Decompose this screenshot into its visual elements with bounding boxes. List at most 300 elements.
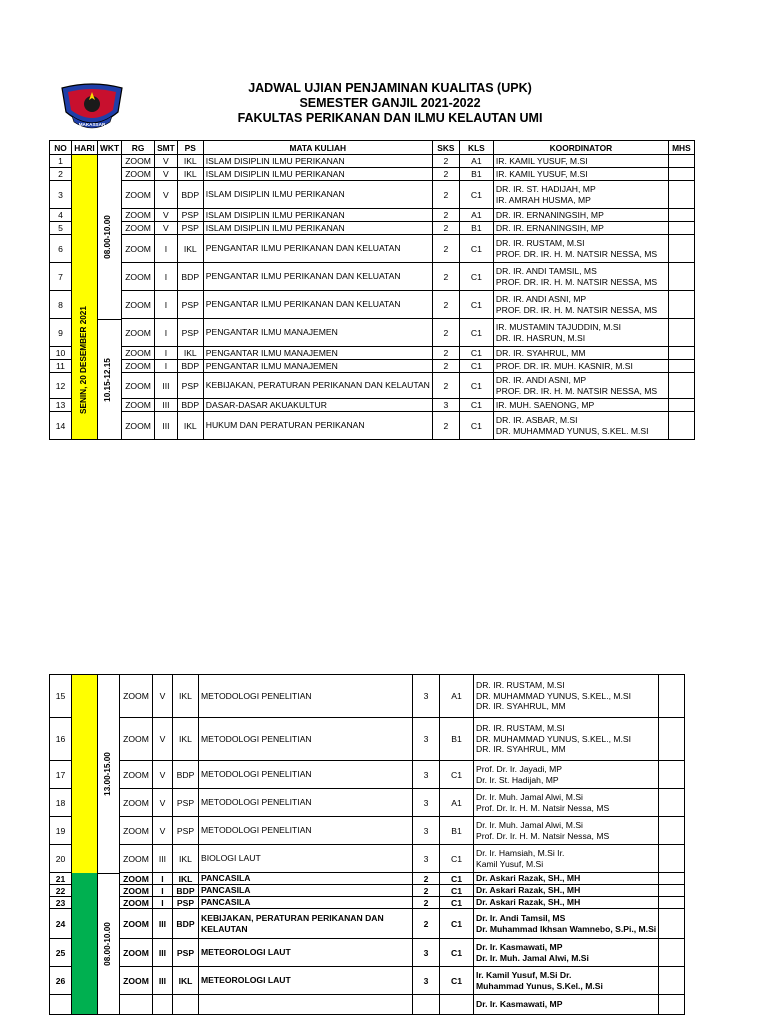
program: PSP: [173, 897, 199, 909]
row-number: 25: [50, 939, 72, 967]
class: A1: [440, 789, 474, 817]
credits: 2: [432, 347, 459, 360]
coordinator: DR. IR. RUSTAM, M.SI DR. MUHAMMAD YUNUS, S.KEL., M.SI DR. IR. SYAHRUL, MM: [474, 675, 659, 718]
coordinator: IR. MUH. SAENONG, MP: [493, 399, 668, 412]
room: ZOOM: [120, 939, 153, 967]
coordinator: IR. MUSTAMIN TAJUDDIN, M.SI DR. IR. HASRUN, M.SI: [493, 319, 668, 347]
program: BDP: [173, 761, 199, 789]
program: PSP: [173, 789, 199, 817]
table-row: [50, 168, 695, 181]
table-row: [50, 789, 685, 817]
semester: V: [153, 718, 173, 761]
table-row: [50, 399, 695, 412]
semester: I: [155, 291, 178, 319]
student-count: [668, 373, 694, 399]
semester: V: [155, 168, 178, 181]
table-row: [50, 181, 695, 209]
program: IKL: [173, 718, 199, 761]
table-row: [50, 845, 685, 873]
semester: [153, 995, 173, 1015]
semester: V: [155, 222, 178, 235]
col-header-hari: HARI: [72, 141, 98, 155]
course-name: KEBIJAKAN, PERATURAN PERIKANAN DAN KELAUTAN: [203, 373, 432, 399]
room: ZOOM: [120, 675, 153, 718]
credits: 2: [432, 235, 459, 263]
col-header-mhs: MHS: [668, 141, 694, 155]
student-count: [659, 909, 685, 939]
semester: I: [153, 873, 173, 885]
student-count: [668, 168, 694, 181]
time-divider: [98, 319, 121, 320]
room: ZOOM: [122, 399, 155, 412]
room: ZOOM: [120, 885, 153, 897]
program: IKL: [177, 347, 203, 360]
program: BDP: [173, 885, 199, 897]
course-name: PENGANTAR ILMU MANAJEMEN: [203, 360, 432, 373]
room: ZOOM: [122, 168, 155, 181]
room: ZOOM: [120, 761, 153, 789]
course-name: DASAR-DASAR AKUAKULTUR: [203, 399, 432, 412]
coordinator: DR. IR. RUSTAM, M.SI PROF. DR. IR. H. M. NATSIR NESSA, MS: [493, 235, 668, 263]
semester: III: [155, 412, 178, 440]
row-number: 14: [50, 412, 72, 440]
class: C1: [440, 939, 474, 967]
course-name: PANCASILA: [199, 897, 413, 909]
credits: 3: [413, 845, 440, 873]
coordinator: DR. IR. ANDI ASNI, MP PROF. DR. IR. H. M. NATSIR NESSA, MS: [493, 291, 668, 319]
class: C1: [459, 373, 493, 399]
course-name: ISLAM DISIPLIN ILMU PERIKANAN: [203, 168, 432, 181]
day-bar-yellow: [72, 675, 97, 873]
semester: V: [153, 675, 173, 718]
semester: III: [153, 845, 173, 873]
coordinator: Dr. Ir. Kasmawati, MP: [474, 995, 659, 1015]
program: IKL: [173, 845, 199, 873]
course-name: METEOROLOGI LAUT: [199, 939, 413, 967]
logo-text: MAKASSAR: [78, 122, 106, 127]
semester: I: [155, 263, 178, 291]
table-row: [50, 291, 695, 319]
course-name: PENGANTAR ILMU MANAJEMEN: [203, 319, 432, 347]
student-count: [668, 222, 694, 235]
coordinator: IR. KAMIL YUSUF, M.SI: [493, 155, 668, 168]
program: IKL: [177, 412, 203, 440]
day-cell: [72, 675, 98, 1015]
course-name: PANCASILA: [199, 873, 413, 885]
row-number: 2: [50, 168, 72, 181]
credits: 2: [413, 885, 440, 897]
room: ZOOM: [120, 817, 153, 845]
coordinator: DR. IR. ST. HADIJAH, MP IR. AMRAH HUSMA, MP: [493, 181, 668, 209]
program: IKL: [173, 873, 199, 885]
semester: V: [155, 209, 178, 222]
credits: 3: [413, 789, 440, 817]
class: C1: [459, 412, 493, 440]
credits: 2: [432, 373, 459, 399]
room: ZOOM: [122, 222, 155, 235]
course-name: METODOLOGI PENELITIAN: [199, 718, 413, 761]
room: ZOOM: [120, 897, 153, 909]
coordinator: Dr. Askari Razak, SH., MH: [474, 885, 659, 897]
row-number: 18: [50, 789, 72, 817]
student-count: [659, 995, 685, 1015]
col-header-rg: RG: [122, 141, 155, 155]
class: C1: [459, 235, 493, 263]
course-name: HUKUM DAN PERATURAN PERIKANAN: [203, 412, 432, 440]
credits: 3: [432, 399, 459, 412]
semester: I: [153, 897, 173, 909]
program: IKL: [177, 235, 203, 263]
table-row: [50, 373, 695, 399]
credits: 2: [432, 291, 459, 319]
table-row: [50, 939, 685, 967]
time-label: 08.00-10.00: [103, 922, 112, 966]
doc-title-line-3: FAKULTAS PERIKANAN DAN ILMU KELAUTAN UMI: [237, 111, 543, 125]
program: PSP: [177, 291, 203, 319]
room: ZOOM: [122, 412, 155, 440]
row-number: 22: [50, 885, 72, 897]
course-name: ISLAM DISIPLIN ILMU PERIKANAN: [203, 181, 432, 209]
class: C1: [459, 399, 493, 412]
program: BDP: [173, 909, 199, 939]
program: BDP: [177, 399, 203, 412]
program: IKL: [177, 168, 203, 181]
program: PSP: [173, 817, 199, 845]
semester: III: [155, 399, 178, 412]
row-number: 1: [50, 155, 72, 168]
table-row: [50, 155, 695, 168]
col-header-kls: KLS: [459, 141, 493, 155]
coordinator: IR. KAMIL YUSUF, M.SI: [493, 168, 668, 181]
course-name: METODOLOGI PENELITIAN: [199, 817, 413, 845]
program: PSP: [177, 319, 203, 347]
row-number: 7: [50, 263, 72, 291]
semester: I: [155, 235, 178, 263]
col-header-ps: PS: [177, 141, 203, 155]
student-count: [668, 347, 694, 360]
credits: 2: [432, 319, 459, 347]
credits: 2: [432, 412, 459, 440]
table-row: [50, 817, 685, 845]
student-count: [659, 675, 685, 718]
coordinator: Dr. Ir. Andi Tamsil, MS Dr. Muhammad Ikhsan Wamnebo, S.Pi., M.Si: [474, 909, 659, 939]
room: ZOOM: [120, 789, 153, 817]
course-name: [199, 995, 413, 1015]
col-header-smt: SMT: [155, 141, 178, 155]
schedule-table-2: [49, 674, 685, 1015]
semester: I: [153, 885, 173, 897]
room: [120, 995, 153, 1015]
student-count: [668, 209, 694, 222]
student-count: [659, 845, 685, 873]
row-number: [50, 995, 72, 1015]
student-count: [659, 885, 685, 897]
row-number: 13: [50, 399, 72, 412]
credits: 2: [432, 209, 459, 222]
room: ZOOM: [120, 873, 153, 885]
table-row: [50, 885, 685, 897]
class: B1: [440, 817, 474, 845]
room: ZOOM: [122, 181, 155, 209]
coordinator: Dr. Askari Razak, SH., MH: [474, 897, 659, 909]
table-row: [50, 897, 685, 909]
row-number: 11: [50, 360, 72, 373]
coordinator: DR. IR. ANDI TAMSIL, MS PROF. DR. IR. H. M. NATSIR NESSA, MS: [493, 263, 668, 291]
class: A1: [440, 675, 474, 718]
student-count: [659, 789, 685, 817]
umi-logo: [60, 82, 124, 132]
row-number: 26: [50, 967, 72, 995]
student-count: [668, 263, 694, 291]
table-row: [50, 263, 695, 291]
student-count: [668, 181, 694, 209]
table-row: [50, 319, 695, 347]
student-count: [668, 235, 694, 263]
class: B1: [440, 718, 474, 761]
program: BDP: [177, 263, 203, 291]
coordinator: Dr. Ir. Kasmawati, MP Dr. Ir. Muh. Jamal Alwi, M.Si: [474, 939, 659, 967]
semester: I: [155, 360, 178, 373]
row-number: 17: [50, 761, 72, 789]
student-count: [668, 399, 694, 412]
row-number: 20: [50, 845, 72, 873]
student-count: [668, 291, 694, 319]
class: B1: [459, 222, 493, 235]
row-number: 5: [50, 222, 72, 235]
semester: V: [153, 761, 173, 789]
course-name: METODOLOGI PENELITIAN: [199, 675, 413, 718]
row-number: 12: [50, 373, 72, 399]
course-name: BIOLOGI LAUT: [199, 845, 413, 873]
table-row: [50, 873, 685, 885]
room: ZOOM: [120, 967, 153, 995]
row-number: 6: [50, 235, 72, 263]
student-count: [659, 967, 685, 995]
table-row: [50, 235, 695, 263]
row-number: 3: [50, 181, 72, 209]
room: ZOOM: [120, 845, 153, 873]
student-count: [659, 817, 685, 845]
class: C1: [459, 319, 493, 347]
class: C1: [440, 967, 474, 995]
semester: III: [153, 909, 173, 939]
doc-title-line-1: JADWAL UJIAN PENJAMINAN KUALITAS (UPK): [248, 81, 532, 95]
semester: V: [153, 789, 173, 817]
program: IKL: [173, 675, 199, 718]
col-header-sks: SKS: [432, 141, 459, 155]
room: ZOOM: [120, 909, 153, 939]
semester: V: [153, 817, 173, 845]
credits: 3: [413, 939, 440, 967]
credits: 3: [413, 967, 440, 995]
course-name: PENGANTAR ILMU PERIKANAN DAN KELUATAN: [203, 235, 432, 263]
room: ZOOM: [122, 347, 155, 360]
course-name: METODOLOGI PENELITIAN: [199, 789, 413, 817]
semester: V: [155, 155, 178, 168]
student-count: [659, 718, 685, 761]
semester: V: [155, 181, 178, 209]
room: ZOOM: [120, 718, 153, 761]
table-row: [50, 347, 695, 360]
credits: [413, 995, 440, 1015]
coordinator: DR. IR. ERNANINGSIH, MP: [493, 222, 668, 235]
credits: 2: [432, 360, 459, 373]
row-number: 4: [50, 209, 72, 222]
room: ZOOM: [122, 373, 155, 399]
room: ZOOM: [122, 263, 155, 291]
course-name: METODOLOGI PENELITIAN: [199, 761, 413, 789]
schedule-table-1: [49, 140, 695, 440]
room: ZOOM: [122, 235, 155, 263]
table-row: [50, 761, 685, 789]
program: BDP: [177, 181, 203, 209]
class: C1: [440, 897, 474, 909]
row-number: 16: [50, 718, 72, 761]
time-cell: [98, 155, 122, 440]
table-row: [50, 209, 695, 222]
room: ZOOM: [122, 319, 155, 347]
table-row: [50, 412, 695, 440]
coordinator: Dr. Askari Razak, SH., MH: [474, 873, 659, 885]
table-row: [50, 675, 685, 718]
student-count: [659, 873, 685, 885]
class: C1: [459, 360, 493, 373]
coordinator: Prof. Dr. Ir. Jayadi, MP Dr. Ir. St. Hadijah, MP: [474, 761, 659, 789]
coordinator: DR. IR. RUSTAM, M.SI DR. MUHAMMAD YUNUS, S.KEL., M.SI DR. IR. SYAHRUL, MM: [474, 718, 659, 761]
program: PSP: [177, 373, 203, 399]
row-number: 15: [50, 675, 72, 718]
table-row: [50, 222, 695, 235]
credits: 3: [413, 675, 440, 718]
credits: 2: [432, 263, 459, 291]
time-label: 08.00-10.00: [103, 215, 112, 259]
credits: 3: [413, 718, 440, 761]
class: A1: [459, 155, 493, 168]
semester: I: [155, 319, 178, 347]
class: C1: [440, 761, 474, 789]
program: PSP: [177, 222, 203, 235]
row-number: 23: [50, 897, 72, 909]
col-header-no: NO: [50, 141, 72, 155]
class: C1: [459, 181, 493, 209]
row-number: 24: [50, 909, 72, 939]
coordinator: DR. IR. ANDI ASNI, MP PROF. DR. IR. H. M. NATSIR NESSA, MS: [493, 373, 668, 399]
coordinator: DR. IR. ASBAR, M.SI DR. MUHAMMAD YUNUS, S.KEL. M.SI: [493, 412, 668, 440]
student-count: [668, 155, 694, 168]
table-row: [50, 909, 685, 939]
class: C1: [440, 885, 474, 897]
student-count: [668, 319, 694, 347]
class: C1: [459, 347, 493, 360]
student-count: [668, 412, 694, 440]
table-row: [50, 995, 685, 1015]
student-count: [668, 360, 694, 373]
credits: 2: [413, 897, 440, 909]
student-count: [659, 939, 685, 967]
row-number: 8: [50, 291, 72, 319]
course-name: PENGANTAR ILMU PERIKANAN DAN KELUATAN: [203, 263, 432, 291]
class: B1: [459, 168, 493, 181]
course-name: ISLAM DISIPLIN ILMU PERIKANAN: [203, 222, 432, 235]
student-count: [659, 897, 685, 909]
semester: III: [153, 967, 173, 995]
credits: 2: [413, 873, 440, 885]
row-number: 9: [50, 319, 72, 347]
class: C1: [459, 263, 493, 291]
table-row: [50, 967, 685, 995]
table-row: [50, 360, 695, 373]
course-name: ISLAM DISIPLIN ILMU PERIKANAN: [203, 155, 432, 168]
room: ZOOM: [122, 209, 155, 222]
day-bar-green: [72, 873, 97, 1015]
course-name: PANCASILA: [199, 885, 413, 897]
semester: III: [155, 373, 178, 399]
course-name: PENGANTAR ILMU PERIKANAN DAN KELUATAN: [203, 291, 432, 319]
day-label: SENIN, 20 DESEMBER 2021: [79, 306, 88, 414]
program: IKL: [173, 967, 199, 995]
class: [440, 995, 474, 1015]
room: ZOOM: [122, 155, 155, 168]
coordinator: DR. IR. ERNANINGSIH, MP: [493, 209, 668, 222]
day-cell: [72, 155, 98, 440]
class: A1: [459, 209, 493, 222]
row-number: 21: [50, 873, 72, 885]
class: C1: [459, 291, 493, 319]
doc-title-line-2: SEMESTER GANJIL 2021-2022: [299, 96, 481, 110]
room: ZOOM: [122, 291, 155, 319]
program: [173, 995, 199, 1015]
course-name: PENGANTAR ILMU MANAJEMEN: [203, 347, 432, 360]
semester: III: [153, 939, 173, 967]
credits: 2: [432, 181, 459, 209]
credits: 2: [432, 168, 459, 181]
program: BDP: [177, 360, 203, 373]
course-name: ISLAM DISIPLIN ILMU PERIKANAN: [203, 209, 432, 222]
credits: 3: [413, 817, 440, 845]
credits: 2: [432, 155, 459, 168]
class: C1: [440, 873, 474, 885]
program: PSP: [177, 209, 203, 222]
credits: 3: [413, 761, 440, 789]
course-name: METEOROLOGI LAUT: [199, 967, 413, 995]
coordinator: Dr. Ir. Muh. Jamal Alwi, M.Si Prof. Dr. Ir. H. M. Natsir Nessa, MS: [474, 817, 659, 845]
col-header-koordinator: KOORDINATOR: [493, 141, 668, 155]
row-number: 19: [50, 817, 72, 845]
table-row: [50, 718, 685, 761]
time-cell: [98, 675, 120, 1015]
class: C1: [440, 845, 474, 873]
row-number: 10: [50, 347, 72, 360]
class: C1: [440, 909, 474, 939]
time-label: 13.00-15.00: [103, 752, 112, 796]
credits: 2: [432, 222, 459, 235]
semester: I: [155, 347, 178, 360]
room: ZOOM: [122, 360, 155, 373]
course-name: KEBIJAKAN, PERATURAN PERIKANAN DAN KELAUTAN: [199, 909, 413, 939]
col-header-wkt: WKT: [98, 141, 122, 155]
coordinator: Dr. Ir. Hamsiah, M.Si Ir. Kamil Yusuf, M.Si: [474, 845, 659, 873]
coordinator: Ir. Kamil Yusuf, M.Si Dr. Muhammad Yunus, S.Kel., M.Si: [474, 967, 659, 995]
coordinator: DR. IR. SYAHRUL, MM: [493, 347, 668, 360]
program: IKL: [177, 155, 203, 168]
time-divider: [98, 873, 119, 874]
coordinator: PROF. DR. IR. MUH. KASNIR, M.SI: [493, 360, 668, 373]
student-count: [659, 761, 685, 789]
col-header-mata-kuliah: MATA KULIAH: [203, 141, 432, 155]
program: PSP: [173, 939, 199, 967]
time-label: 10.15-12.15: [103, 357, 112, 402]
credits: 2: [413, 909, 440, 939]
